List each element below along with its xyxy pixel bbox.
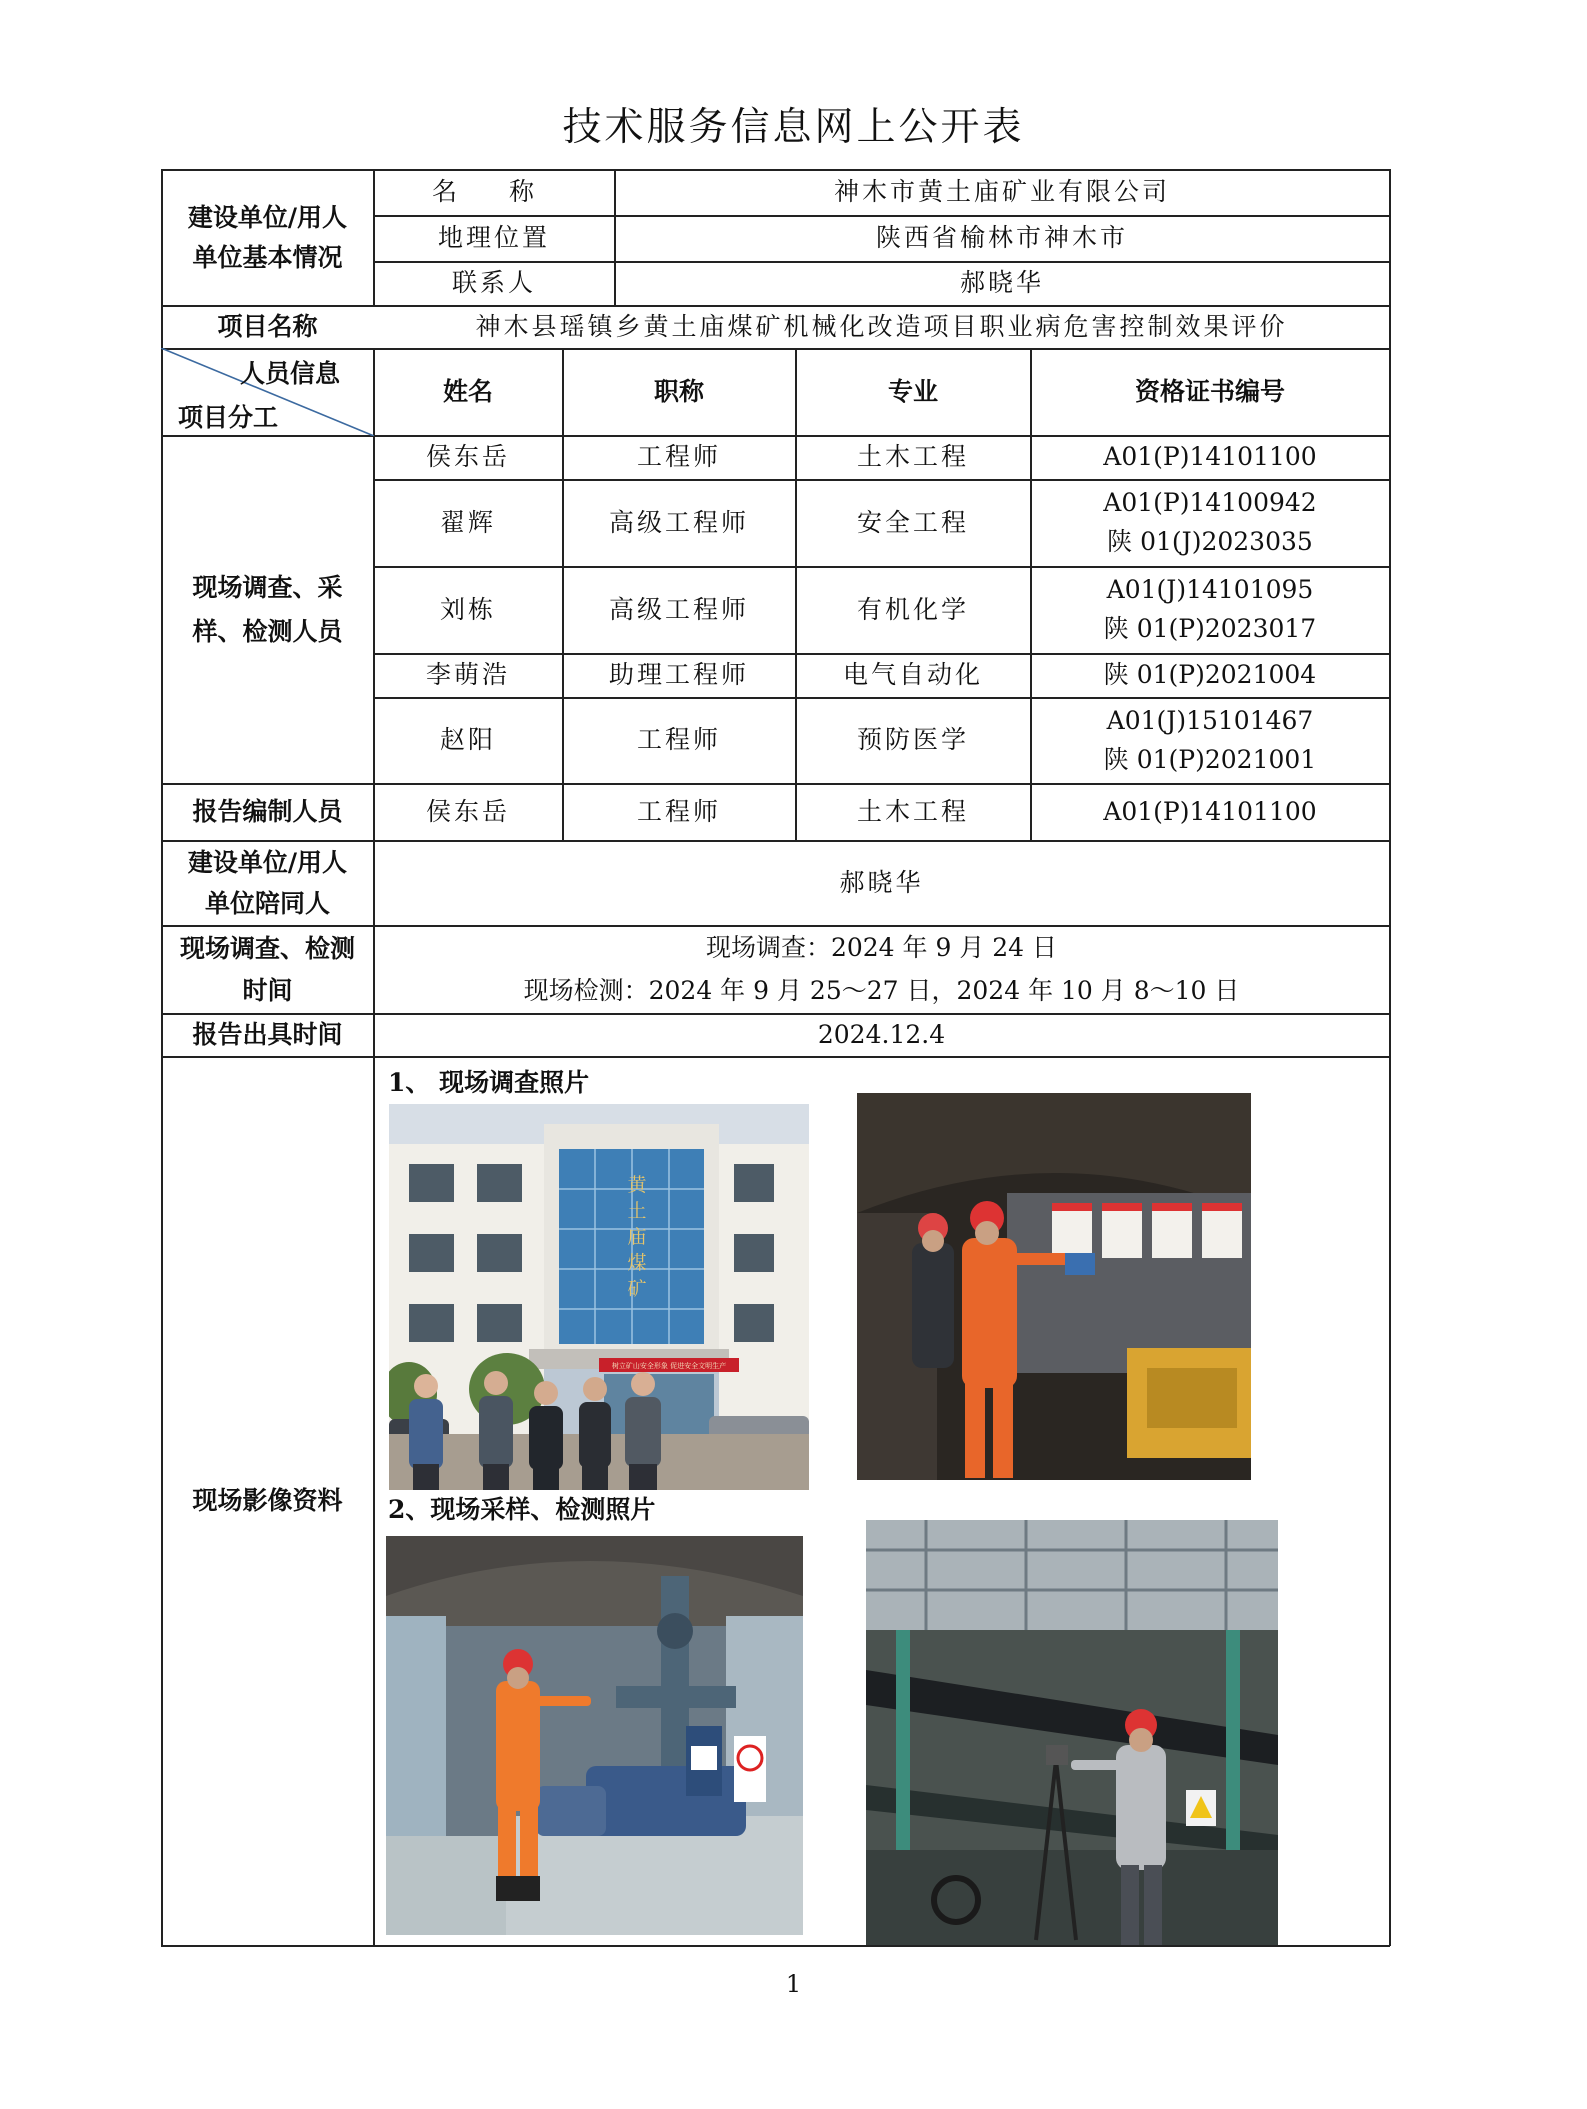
table-row-2-name: 翟辉 — [439, 507, 496, 537]
name-label: 名 称 — [432, 177, 556, 207]
media-section-2-title: 2、现场采样、检测照片 — [388, 1495, 656, 1524]
project-label: 项目名称 — [217, 311, 318, 341]
table-row-5-major: 预防医学 — [856, 725, 969, 755]
report-staff-major: 土木工程 — [856, 796, 969, 826]
table-row-5-name: 赵阳 — [439, 725, 496, 755]
location-label: 地理位置 — [437, 223, 550, 253]
report-date-value: 2024.12.4 — [817, 1019, 946, 1049]
field-staff-label: 现场调查、采样、检测人员 — [192, 572, 343, 646]
staff-header-diag-bottom: 项目分工 — [178, 403, 279, 432]
conveyor-sampling-photo — [866, 1520, 1278, 1945]
table-row-1-cert: A01(P)14101100 — [1103, 442, 1317, 472]
column-header-major: 专业 — [887, 376, 938, 406]
table-row-1-title: 工程师 — [636, 442, 721, 472]
building-photo — [389, 1104, 809, 1490]
table-row-2-major: 安全工程 — [856, 507, 969, 537]
name-value: 神木市黄土庙矿业有限公司 — [833, 177, 1170, 207]
building-sign-char-4: 煤 — [627, 1252, 647, 1274]
survey-time-value — [374, 926, 1389, 1013]
table-row-3-major: 有机化学 — [856, 594, 969, 624]
page-number: 1 — [785, 1970, 802, 1998]
building-sign-char-3: 庙 — [627, 1226, 647, 1248]
pump-room-sampling-photo — [386, 1536, 803, 1935]
tunnel-inspection-photo — [857, 1093, 1251, 1480]
table-row-1-name: 侯东岳 — [425, 442, 510, 472]
contact-value: 郝晓华 — [959, 268, 1044, 298]
building-sign-char-5: 矿 — [627, 1278, 647, 1300]
survey-time-label: 现场调查、检测时间 — [179, 934, 355, 1005]
table-row-4-title: 助理工程师 — [608, 660, 749, 690]
table-row-3-cert: A01(J)14101095 陕 01(P)2023017 — [1103, 575, 1317, 643]
table-row-1-major: 土木工程 — [856, 442, 969, 472]
project-value: 神木县瑶镇乡黄土庙煤矿机械化改造项目职业病危害控制效果评价 — [475, 311, 1288, 341]
table-row-5-cert: A01(J)15101467 陕 01(P)2021001 — [1103, 705, 1317, 774]
table-row-2-title: 高级工程师 — [608, 507, 749, 537]
column-header-cert: 资格证书编号 — [1134, 376, 1285, 406]
media-section-1-title: 1、 现场调查照片 — [388, 1068, 590, 1097]
building-sign-char-2: 土 — [627, 1200, 647, 1222]
table-row-4-name: 李萌浩 — [425, 660, 510, 690]
table-row-3-name: 刘栋 — [439, 594, 496, 624]
report-staff-title: 工程师 — [636, 796, 721, 826]
escort-label: 建设单位/用人单位陪同人 — [187, 847, 348, 918]
table-row-4-cert: 陕 01(P)2021004 — [1103, 660, 1317, 690]
report-staff-cert: A01(P)14101100 — [1103, 796, 1317, 826]
table-row-3-title: 高级工程师 — [608, 594, 749, 624]
report-staff-label: 报告编制人员 — [192, 796, 343, 826]
table-row-2-cert: A01(P)14100942 陕 01(J)2023035 — [1103, 488, 1317, 556]
column-header-title: 职称 — [653, 376, 704, 406]
page-title: 技术服务信息网上公开表 — [562, 105, 1025, 150]
column-header-name: 姓名 — [442, 376, 493, 406]
table-row-4-major: 电气自动化 — [842, 660, 983, 690]
building-banner: 树立矿山安全形象 促进安全文明生产 — [611, 1362, 727, 1370]
escort-value: 郝晓华 — [839, 867, 924, 897]
unit-section-header: 建设单位/用人单位基本情况 — [187, 202, 348, 272]
report-date-label: 报告出具时间 — [192, 1019, 343, 1049]
survey-time-line-1: 现场调查：2024 年 9 月 24 日 — [705, 933, 1058, 962]
contact-label: 联系人 — [451, 268, 536, 298]
table-row-5-title: 工程师 — [636, 725, 721, 755]
building-sign-char-1: 黄 — [627, 1174, 647, 1196]
media-label: 现场影像资料 — [192, 1485, 343, 1515]
staff-header-diag-top: 人员信息 — [240, 359, 341, 388]
report-staff-name: 侯东岳 — [425, 796, 510, 826]
survey-time-line-2: 现场检测：2024 年 9 月 25～27 日，2024 年 10 月 8～10 日 — [523, 975, 1240, 1005]
location-value: 陕西省榆林市神木市 — [875, 223, 1128, 253]
